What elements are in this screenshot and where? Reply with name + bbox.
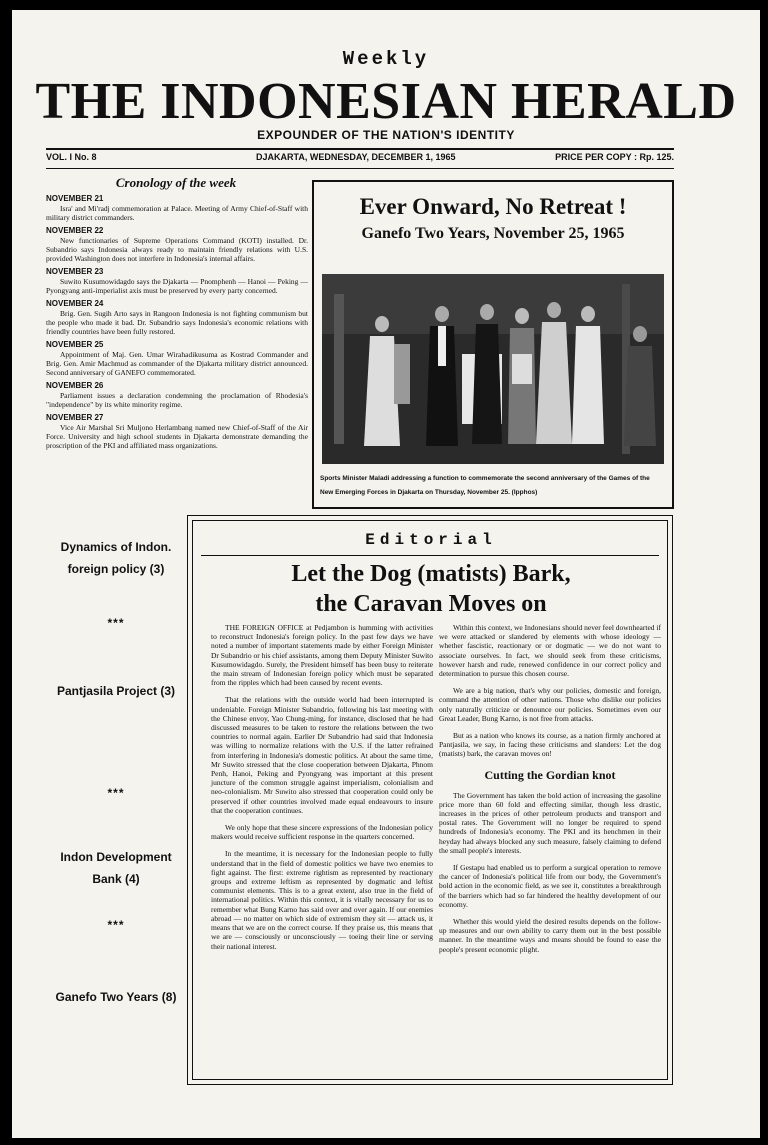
editorial-column-right <box>439 623 661 962</box>
dateline-date: DJAKARTA, WEDNESDAY, DECEMBER 1, 1965 <box>256 152 456 162</box>
newspaper-page <box>12 10 760 1138</box>
sidebar-separator: *** <box>107 616 125 630</box>
editorial-headline-line1: Let the Dog (matists) Bark, <box>291 561 571 587</box>
sidebar-separator: *** <box>107 786 125 800</box>
editorial-paragraph: In the meantime, it is necessary for the Indonesian people to fully understand that in the field of domestic politics we have two enemies to fight against. The first: extreme rightism as represented by reactionary groups and extreme leftism as represented by dogmatic and leftist communist elements. This is to a great extent, also true in the field of international politics. Within this context, it is vitally necessary for us to remember what Bung Karno has said over and over again. If our enemies abroad — no matter on which side of extremism they sit — attack us, it means that we are on the correct course. If they praise us, this means that we are — consciously or unconsciously — toeing their line or serving their national interest. <box>211 849 433 951</box>
editorial-paragraph: The Government has taken the bold action of increasing the gasoline price more than 60 fold and effecting similar, though less drastic, increases in the prices of other petroleum products and transport and postal rates. The Government will no longer be required to spend hundreds of Indonesia's economy. The PKI and its henchmen in their heyday had always blocked any such measure, falsely claiming to defend the small people's interests. <box>439 790 661 855</box>
chronology-text: Suwito Kusumowidagdo says the Djakarta — Pnomphenh — Hanoi — Peking — Pyongyang anti-imperialist axis must be preserved by every party concerned. <box>46 277 308 295</box>
chronology-date: NOVEMBER 21 <box>46 194 104 203</box>
sidebar-item-ganefo: Ganefo Two Years (8) <box>55 990 177 1004</box>
chronology-entry <box>46 226 308 263</box>
ganefo-anniversary-photo <box>322 274 664 464</box>
chronology-text: Vice Air Marshal Sri Muljono Herlambang named new Chief-of-Staff of the Air Force. University and high school students in Djakarta demonstrate demanding the proscription of the PKI and affiliated mass organizations. <box>46 423 308 450</box>
chronology-date: NOVEMBER 26 <box>46 381 104 390</box>
chronology-entry <box>46 299 308 336</box>
lead-story-box <box>312 180 674 509</box>
chronology-title: Cronology of the week <box>115 175 237 190</box>
chronology-text: Parliament issues a declaration condemning the proclamation of Rhodesia's "independence" by its white minority regime. <box>46 391 308 409</box>
chronology-entry <box>46 413 308 450</box>
chronology-entry <box>46 381 308 409</box>
photo-caption <box>320 472 666 500</box>
chronology-date: NOVEMBER 27 <box>46 413 104 422</box>
chronology-entry <box>46 340 308 377</box>
editorial-paragraph: Whether this would yield the desired results depends on the follow-up measures and our own ability to carry them out in the best possible manner. In the meantime ways and means should be found to ease the people's present economic plight. <box>439 917 661 954</box>
lead-subheadline: Ganefo Two Years, November 25, 1965 <box>361 225 625 242</box>
masthead-rule-bottom <box>46 168 674 169</box>
editorial-paragraph: Within this context, we Indonesians should never feel downhearted if we were attacked or slandered by elements with whose ideology — whether fascistic, reactionary or or dogmatic — we do not want to associate ourselves. In fact, we should seek from these criticisms, however harsh and rude, renewed confidence in our correct policy and determination to pursue this chosen course. <box>439 623 661 679</box>
dateline-bar <box>46 152 674 166</box>
editorial-inner <box>192 520 668 1080</box>
chronology-text: Isra' and Mi'radj commemoration at Palace. Meeting of Army Chief-of-Staff with military district commanders. <box>46 204 308 222</box>
editorial-paragraph: We are a big nation, that's why our policies, domestic and foreign, command the attention of other nations. Those who dislike our policies only naturally criticize or denounce our policies. Sometimes even our Great Leader, Bung Karno, is not free from attacks. <box>439 686 661 723</box>
lead-headline: Ever Onward, No Retreat ! <box>359 194 627 219</box>
editorial-paragraph: But as a nation who knows its course, as a nation firmly anchored at Pantjasila, we say, in facing these criticisms and slanders: Let the dog (matists) bark, the caravan moves on! <box>439 731 661 759</box>
editorial-label: Editorial <box>365 531 497 549</box>
masthead-subtitle: EXPOUNDER OF THE NATION'S IDENTITY <box>257 128 515 142</box>
volume-number: VOL. I No. 8 <box>46 152 97 162</box>
sidebar-separator: *** <box>107 918 125 932</box>
editorial-box <box>187 515 673 1085</box>
editorial-headline-line2: the Caravan Moves on <box>315 591 547 617</box>
chronology-list <box>46 194 308 454</box>
chronology-entry <box>46 194 308 222</box>
chronology-date: NOVEMBER 25 <box>46 340 104 349</box>
editorial-paragraph: THE FOREIGN OFFICE at Pedjambon is humming with activities to reconstruct Indonesia's foreign policy. In the past few days we have noted a number of important statements made by either Foreign Minister Dr Subandrio or his chief assistants, among them Deputy Minister Suwito Kusumowidagdo. Surely, the President himself has been busy to reiterate the main stream of Indonesian foreign policy which must be separated from the ripples which had been caused by recent events. <box>211 623 433 688</box>
photo-caption-line1: Sports Minister Maladi addressing a function to commemorate the second anniversary of the Games of the <box>320 475 650 482</box>
sidebar-item-development-bank: Indon Development Bank (4) <box>60 850 172 886</box>
editorial-paragraph: If Gestapu had enabled us to perform a surgical operation to remove the cancer of Indonesia's political life from our body, the Government's bold action in the economic field, as we see it, constitutes a breakthrough of the barriers which had so far hindered the healthy development of our economy. <box>439 863 661 909</box>
chronology-date: NOVEMBER 24 <box>46 299 104 308</box>
sidebar-contents <box>46 520 186 1080</box>
editorial-column-left <box>211 623 433 959</box>
editorial-paragraph: We only hope that these sincere expressions of the Indonesian policy makers would receive sufficient response in the quarters concerned. <box>211 823 433 842</box>
editorial-rule <box>201 555 659 556</box>
sidebar-item-foreign-policy: Dynamics of Indon. foreign policy (3) <box>60 540 172 576</box>
chronology-text: New functionaries of Supreme Operations Command (KOTI) installed. Dr. Subandrio says Indonesia always ready to maintain friendly relations with U.S. provided Washington does not interfere in Indonesia's internal affairs. <box>46 236 308 263</box>
photo-caption-line2: New Emerging Forces in Djakarta on Thursday, November 25. (Ipphos) <box>320 489 538 496</box>
sidebar-item-pantjasila: Pantjasila Project (3) <box>56 684 176 698</box>
photo-illustration <box>322 274 664 464</box>
chronology-date: NOVEMBER 23 <box>46 267 104 276</box>
chronology-date: NOVEMBER 22 <box>46 226 104 235</box>
editorial-subhead: Cutting the Gordian knot <box>484 767 616 782</box>
masthead-weekly: Weekly <box>342 48 430 70</box>
masthead-title: THE INDONESIAN HERALD <box>35 73 737 130</box>
editorial-paragraph: That the relations with the outside world had been interrupted is undeniable. Foreign Minister Subandrio, following his last meeting with the Chinese envoy, Yao Chung-ming, for instance, disclosed that he had discussed measures to be taken to restore the relations between the two countries to normal again. Earlier Dr Subandrio had said that Indonesia was willing to normalize relations with the U.S. if the latter refrained from interfering in Indonesia's domestic politics. At about the same time, Mr Suwito stressed that the close cooperation between Djakarta, Phnom Penh, Hanoi, Peking and Pyongyang was important at this present juncture of the common struggle against imperialism, colonialism and neo-colonialism. Mr Suwito also stressed that cooperation could only be preserved if other countries involved made equal endeavours to insure that the cooperation continues. <box>211 695 433 815</box>
chronology-text: Brig. Gen. Sugih Arto says in Rangoon Indonesia is not fighting communism but the people who made it bad. Dr. Subandrio says Indonesia's economic relations with friendly countries have been fully restored. <box>46 309 308 336</box>
masthead-rule-top <box>46 148 674 150</box>
chronology-text: Appointment of Maj. Gen. Umar Wirahadikusuma as Kostrad Commander and Brig. Gen. Amir Machmud as commander of the Djakarta military district announced. Second anniversary of GANEFO commemorated. <box>46 350 308 377</box>
chronology-entry <box>46 267 308 295</box>
price-per-copy: PRICE PER COPY : Rp. 125. <box>555 152 674 162</box>
